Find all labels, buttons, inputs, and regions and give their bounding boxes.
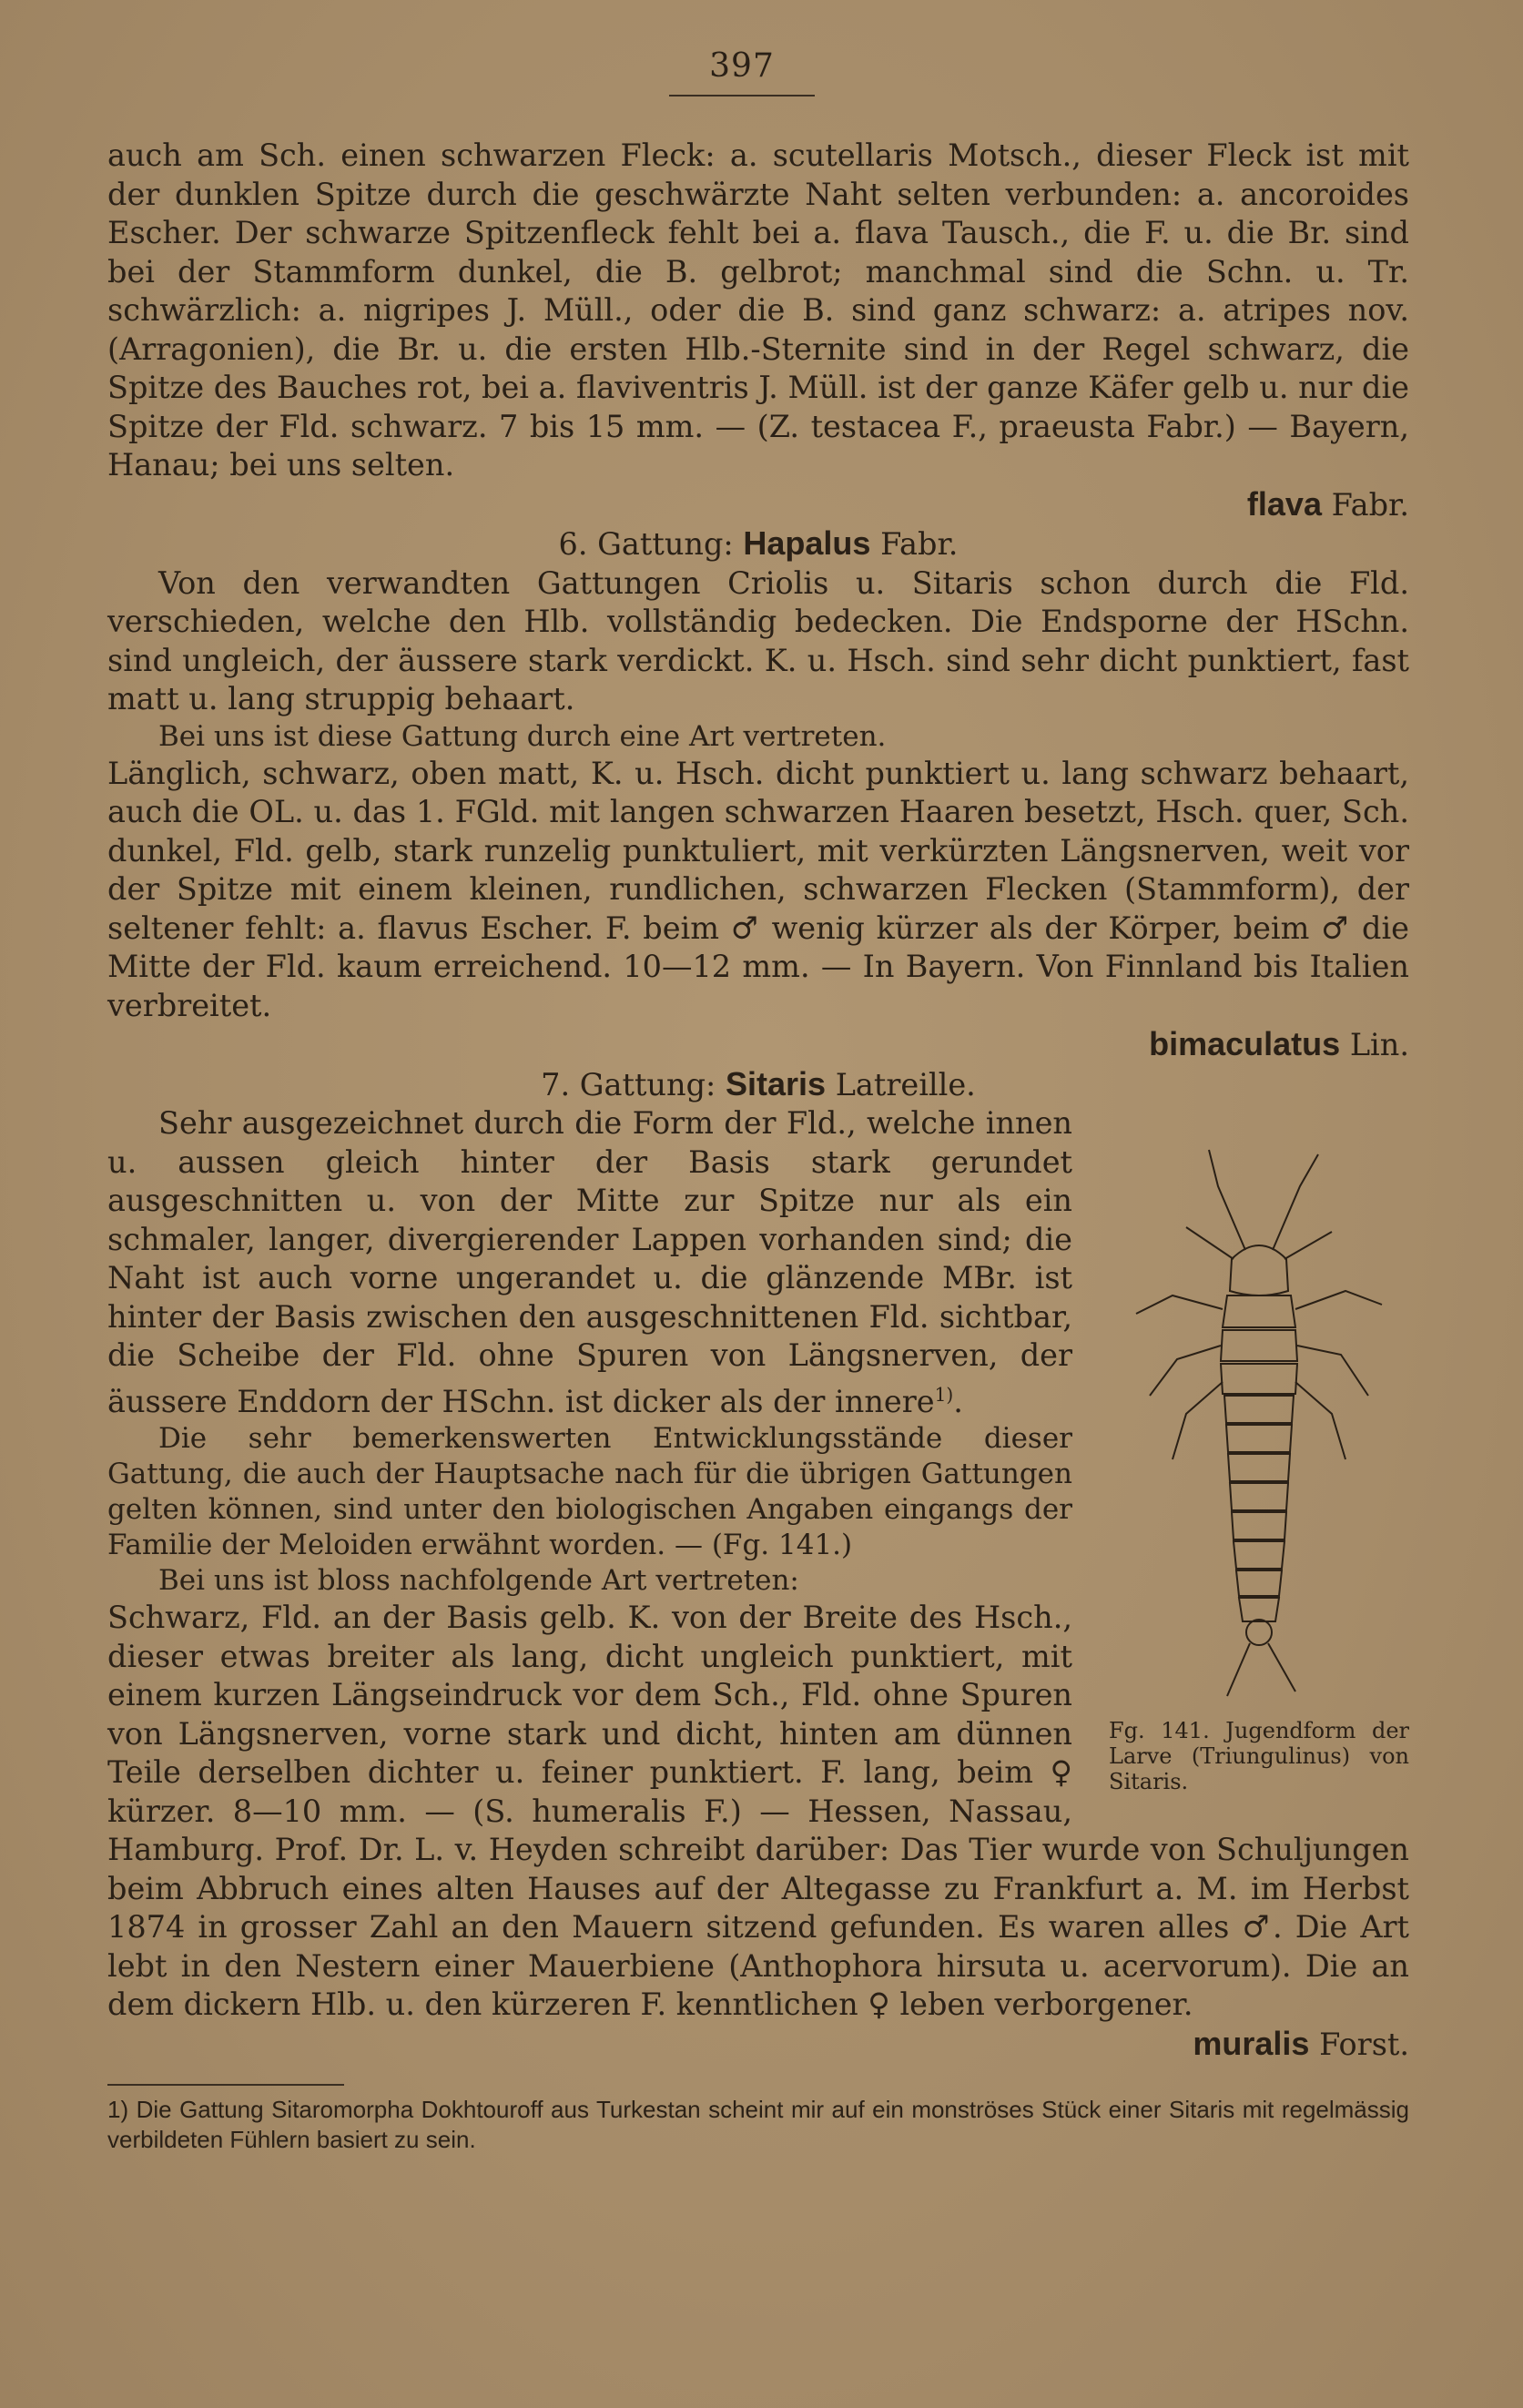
genus-heading-7	[107, 1065, 1409, 1105]
species-author: Fabr.	[1331, 486, 1409, 523]
paragraph-6: Die sehr bemerkenswerten Entwicklungsstände dieser Gattung, die auch der Hauptsache nach für die übrigen Gattungen gelten können, sind unter den biologischen Angaben eingangs der Familie der Meloiden erwähnt worden. — (Fg. 141.)	[107, 1422, 1072, 1562]
footnote-rule	[107, 2084, 344, 2086]
genus-author: Latreille.	[835, 1066, 976, 1102]
genus-name: Hapalus	[743, 524, 871, 562]
page-number: 397	[709, 47, 775, 85]
genus-prefix: 7. Gattung:	[541, 1066, 716, 1102]
genus-prefix: 6. Gattung:	[558, 526, 734, 562]
genus-heading-6	[107, 524, 1409, 564]
species-name: bimaculatus	[1149, 1025, 1341, 1062]
paragraph-5-end: .	[953, 1383, 963, 1419]
footnote-ref: 1)	[934, 1383, 954, 1406]
paragraph-2: Von den verwandten Gattungen Criolis u. Sitaris schon durch die Fld. verschieden, welche den Hlb. vollständig bedecken. Die Endsporne der HSchn. sind ungleich, der äussere stark verdickt. K. u. Hsch. sind sehr dicht punktiert, fast matt u. lang struppig behaart.	[107, 564, 1409, 716]
paragraph-8: Schwarz, Fld. an der Basis gelb. K. von der Breite des Hsch., dieser etwas breiter als lang, dicht ungleich punktiert, mit einem kurzen Längseindruck vor dem Sch., Fld. ohne Spuren von Längsnerven, vorne stark und dicht, hinten am dünnen Teile derselben dichter u. feiner punktiert. F. lang, beim ♀ kürzer. 8—10 mm. — (S. humeralis F.) — Hessen, Nassau, Hamburg. Prof. Dr. L. v. Heyden schreibt darüber: Das Tier wurde von Schuljungen beim Abbruch eines alten Hauses auf der Altegasse zu Frankfurt a. M. im Herbst 1874 in grosser Zahl an den Mauern sitzend gefunden. Es waren alles ♂. Die Art lebt in den Nestern einer Mauerbiene (Anthophora hirsuta u. acervorum). Die an dem dickern Hlb. u. den kürzeren F. kenntlichen ♀ leben verborgener.	[107, 1600, 1409, 2023]
paragraph-4: Länglich, schwarz, oben matt, K. u. Hsch. dicht punktiert u. lang schwarz behaart, auch die OL. u. das 1. FGld. mit langen schwarzen Haaren besetzt, Hsch. quer, Sch. dunkel, Fld. gelb, stark runzelig punktuliert, mit verkürzten Längsnerven, weit vor der Spitze mit einem kleinen, rundlichen, schwarzen Flecken (Stammform), der seltener fehlt: a. flavus Escher. F. beim ♂ wenig kürzer als der Körper, beim ♂ die Mitte der Fld. kaum erreichend. 10—12 mm. — In Bayern. Von Finnland bis Italien verbreitet.	[107, 755, 1409, 1023]
genus-author: Fabr.	[880, 526, 959, 562]
species-author: Lin.	[1349, 1027, 1409, 1062]
paragraph-5-text: Sehr ausgezeichnet durch die Form der Fld., welche innen u. aussen gleich hinter der Basis stark gerundet ausgeschnitten u. von der Mitte zur Spitze nur als ein schmaler, langer, divergierender Lappen vorhanden sind; die Naht ist auch vorne ungerandet u. die glänzende MBr. ist hinter der Basis zwischen den ausgeschnittenen Fld. sichtbar, die Scheibe der Fld. ohne Spuren von Längsnerven, der äussere Enddorn der HSchn. ist dicker als der innere	[107, 1105, 1072, 1419]
sitaris-section	[107, 1104, 1409, 2025]
species-name: flava	[1246, 484, 1322, 523]
paragraph-7: Bei uns ist bloss nachfolgende Art vertreten:	[158, 1564, 799, 1598]
paragraph-1: auch am Sch. einen schwarzen Fleck: a. scutellaris Motsch., dieser Fleck ist mit der dunklen Spitze durch die geschwärzte Naht selten verbunden: a. ancoroides Escher. Der schwarze Spitzenfleck fehlt bei a. flava Tausch., die F. u. die Br. sind bei der Stammform dunkel, die B. gelbrot; manchmal sind die Schn. u. Tr. schwärzlich: a. nigripes J. Müll., oder die B. sind ganz schwarz: a. atripes nov. (Arragonien), die Br. u. die ersten Hlb.-Sternite sind in der Regel schwarz, die Spitze des Bauches rot, bei a. flaviventris J. Müll. ist der ganze Käfer gelb u. nur die Spitze der Fld. schwarz. 7 bis 15 mm. — (Z. testacea F., praeusta Fabr.) — Bayern, Hanau; bei uns selten.	[107, 137, 1409, 483]
species-name: muralis	[1193, 2024, 1310, 2062]
footnote: 1) Die Gattung Sitaromorpha Dokhtouroff aus Turkestan scheint mir auf ein monströses Stück einer Sitaris mit regelmässig verbildeten Fühlern basiert zu sein.	[107, 2096, 1409, 2154]
paragraph-3: Bei uns ist diese Gattung durch eine Art vertreten.	[158, 719, 887, 753]
figure-caption: Fg. 141. Jugendform der Larve (Triungulinus) von Sitaris.	[1109, 1718, 1409, 1794]
species-author: Forst.	[1319, 2026, 1409, 2062]
species-line-muralis	[107, 2025, 1409, 2065]
larva-illustration	[1122, 1123, 1396, 1705]
species-line-bimaculatus	[107, 1025, 1409, 1065]
species-line-flava	[107, 485, 1409, 525]
figure-141	[1109, 1123, 1409, 1794]
body-text	[107, 137, 1409, 2155]
genus-name: Sitaris	[725, 1064, 827, 1102]
page-number-rule	[669, 95, 815, 97]
